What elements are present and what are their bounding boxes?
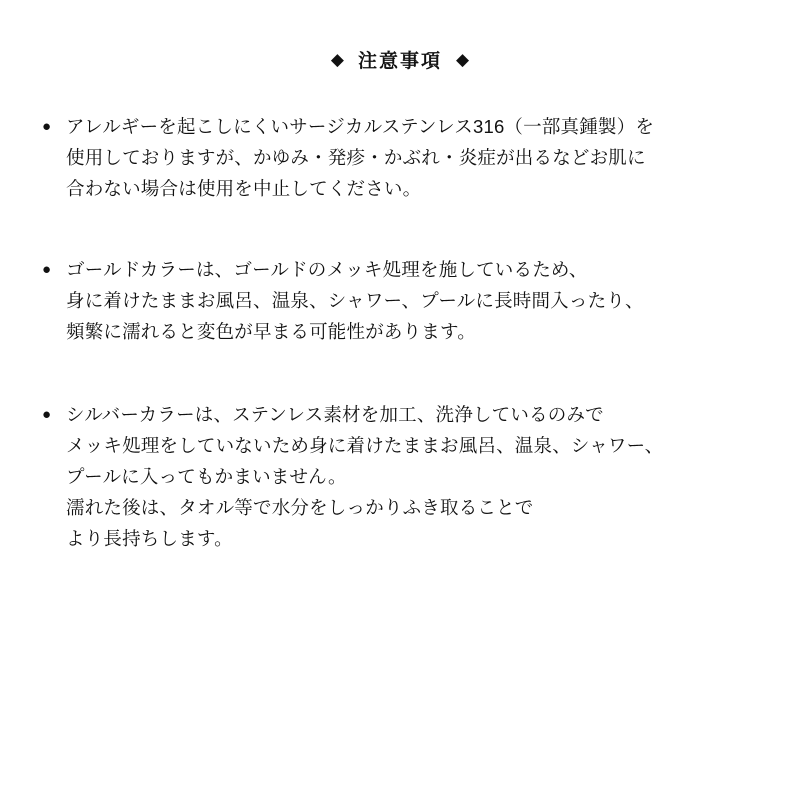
list-item (40, 254, 760, 347)
note-line: 身に着けたままお風呂、温泉、シャワー、プールに長時間入ったり、 (66, 290, 644, 311)
list-item (40, 111, 760, 204)
note-line: メッキ処理をしていないため身に着けたままお風呂、温泉、シャワー、 (66, 435, 664, 456)
diamond-right-icon: ◆ (456, 50, 470, 69)
note-line: ゴールドカラーは、ゴールドのメッキ処理を施しているため、 (66, 259, 588, 280)
note-line: アレルギーを起こしにくいサージカルステンレス316（一部真鍾製）を (66, 116, 655, 137)
note-text (66, 399, 760, 554)
note-line: 頻繁に濡れると変色が早まる可能性があります。 (66, 321, 476, 342)
note-line: プールに入ってもかまいません。 (66, 466, 347, 487)
bullet-icon: ● (42, 118, 52, 135)
page-title (40, 46, 760, 73)
note-line: 合わない場合は使用を中止してください。 (66, 178, 422, 199)
page-title-text: 注意事項 (357, 51, 442, 72)
bullet-icon: ● (42, 406, 52, 423)
list-item (40, 399, 760, 554)
note-text (66, 254, 760, 347)
diamond-left-icon: ◆ (330, 50, 344, 69)
note-text (66, 111, 760, 204)
bullet-icon: ● (42, 261, 52, 278)
note-line: シルバーカラーは、ステンレス素材を加工、洗浄しているのみで (66, 404, 604, 425)
note-line: 使用しておりますが、かゆみ・発疹・かぶれ・炎症が出るなどお肌に (66, 147, 646, 168)
note-line: より長持ちします。 (66, 528, 233, 549)
note-line: 濡れた後は、タオル等で水分をしっかりふき取ることで (66, 497, 534, 518)
